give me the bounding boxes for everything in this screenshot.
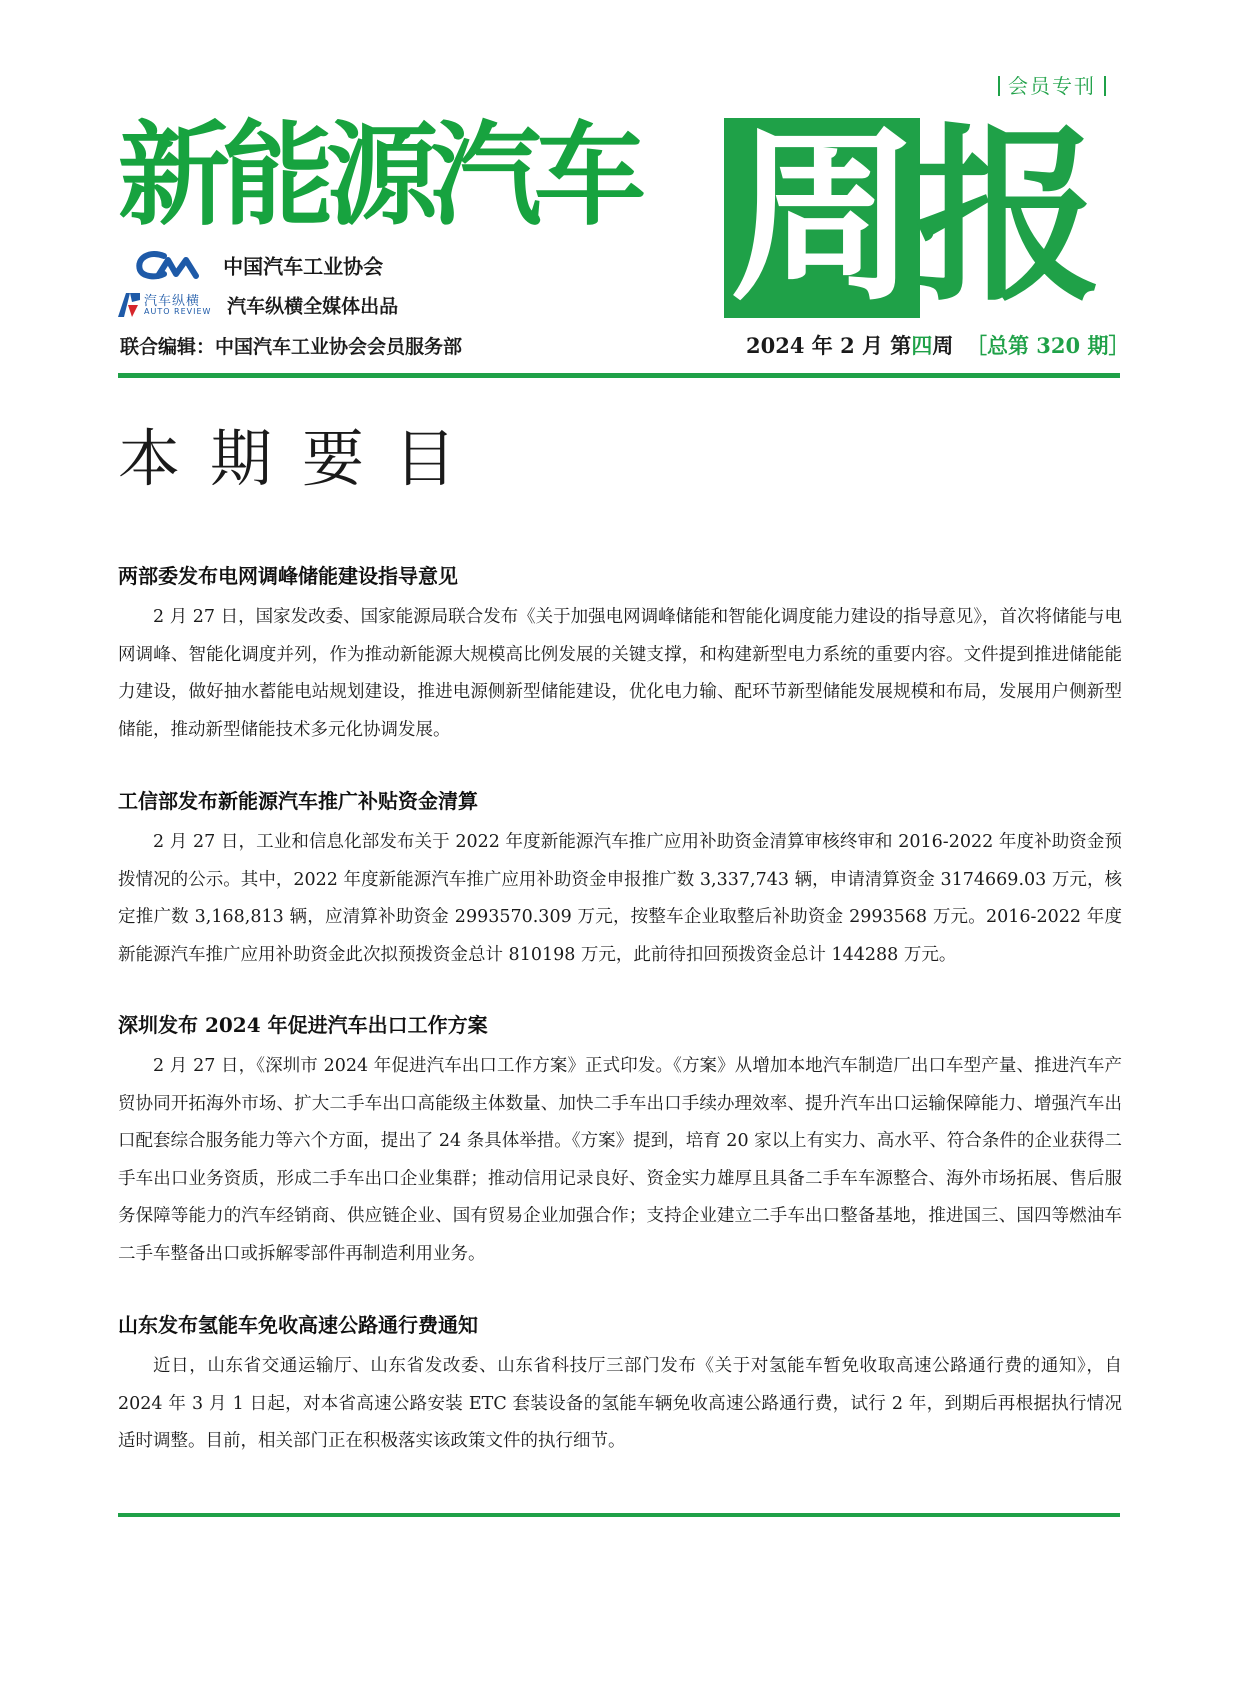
- article-body: 2 月 27 日，国家发改委、国家能源局联合发布《关于加强电网调峰储能和智能化调度能力建设的指导意见》，首次将储能与电网调峰、智能化调度并列，作为推动新能源大规模高比例发展的关键支撑，和构建新型电力系统的重要内容。文件提到推进储能能力建设，做好抽水蓄能电站规划建设，推进电源侧新型储能建设，优化电力输、配环节新型储能发展规模和布局，发展用户侧新型储能，推动新型储能技术多元化协调发展。: [118, 607, 1122, 740]
- article-title: 深圳发布 2024 年促进汽车出口工作方案: [118, 1013, 488, 1037]
- issue-date: [746, 330, 953, 360]
- article-body: 2 月 27 日，工业和信息化部发布关于 2022 年度新能源汽车推广应用补助资金清算审核终审和 2016-2022 年度补助资金预拨情况的公示。其中，2022 年度新能源汽车推广应用补助资金申报推广数 3,337,743 辆，申请清算资金 3174669.03 万元，核定推广数 3,168,813 辆，应清算补助资金 2993570.309 万元，按整车企业取整后补助资金 2993568 万元。2016-2022 年度新能源汽车推广应用补助资金此次拟预拨资金总计 810198 万元，此前待扣回预拨资金总计 144288 万元。: [118, 832, 1122, 965]
- masthead-week-title: [730, 106, 1120, 327]
- media-row: [116, 290, 398, 324]
- article-body: 2 月 27 日，《深圳市 2024 年促进汽车出口工作方案》正式印发。《方案》从增加本地汽车制造厂出口车型产量、推进汽车产贸协同开拓海外市场、扩大二手车出口高能级主体数量、加快二手车出口手续办理效率、提升汽车出口运输保障能力、增强汽车出口配套综合服务能力等六个方面，提出了 24 条具体举措。《方案》提到，培育 20 家以上有实力、高水平、符合条件的企业获得二手车出口业务资质，形成二手车出口企业集群；推动信用记录良好、资金实力雄厚且具备二手车车源整合、海外市场拓展、售后服务保障等能力的汽车经销商、供应链企业、国有贸易企业加强合作；支持企业建立二手车出口整备基地，推进国三、国四等燃油车二手车整备出口或拆解零部件再制造利用业务。: [118, 1056, 1122, 1264]
- issue-week-number: 四: [911, 333, 933, 358]
- masthead-week-char-1: 周: [730, 106, 914, 327]
- masthead-title: 新能源汽车: [118, 111, 638, 241]
- joint-editor: 联合编辑：中国汽车工业协会会员服务部: [120, 336, 463, 358]
- article-1: [118, 562, 1122, 749]
- article-3: [118, 1011, 1122, 1273]
- article-title: 两部委发布电网调峰储能建设指导意见: [118, 564, 458, 588]
- members-only-tag: [990, 70, 1114, 99]
- footer-divider: [118, 1513, 1120, 1517]
- auto-review-logo-sub: AUTO REVIEW: [144, 307, 212, 316]
- caam-name: 中国汽车工业协会: [223, 254, 384, 279]
- article-title: 工信部发布新能源汽车推广补贴资金清算: [118, 789, 478, 813]
- tag-bar-right: [1104, 76, 1106, 96]
- article-2: [118, 787, 1122, 974]
- media-producer: 汽车纵横全媒体出品: [227, 295, 399, 318]
- caam-row: [134, 250, 383, 280]
- auto-review-logo: [116, 290, 216, 320]
- masthead-week-char-2: 报: [914, 106, 1098, 327]
- caam-logo-icon: [134, 250, 200, 280]
- issue-date-suffix: 周: [932, 333, 954, 358]
- issue-total-number: ［总第 320 期］: [966, 333, 1130, 358]
- contents-heading: 本期要目: [118, 422, 487, 495]
- article-4: [118, 1311, 1122, 1461]
- issue-date-prefix: 2024 年 2 月 第: [746, 333, 912, 358]
- auto-review-mark-icon: [116, 291, 142, 319]
- auto-review-logo-name: 汽车纵横: [144, 294, 201, 309]
- header-divider: [118, 373, 1120, 378]
- article-body: 近日，山东省交通运输厅、山东省发改委、山东省科技厅三部门发布《关于对氢能车暂免收取高速公路通行费的通知》，自 2024 年 3 月 1 日起，对本省高速公路安装 ETC 套装设备的氢能车辆免收高速公路通行费，试行 2 年，到期后再根据执行情况适时调整。目前，相关部门正在积极落实该政策文件的执行细节。: [118, 1356, 1122, 1451]
- tag-bar-left: [998, 76, 1000, 96]
- members-tag-label: 会员专刊: [1008, 74, 1096, 98]
- article-title: 山东发布氢能车免收高速公路通行费通知: [118, 1313, 478, 1337]
